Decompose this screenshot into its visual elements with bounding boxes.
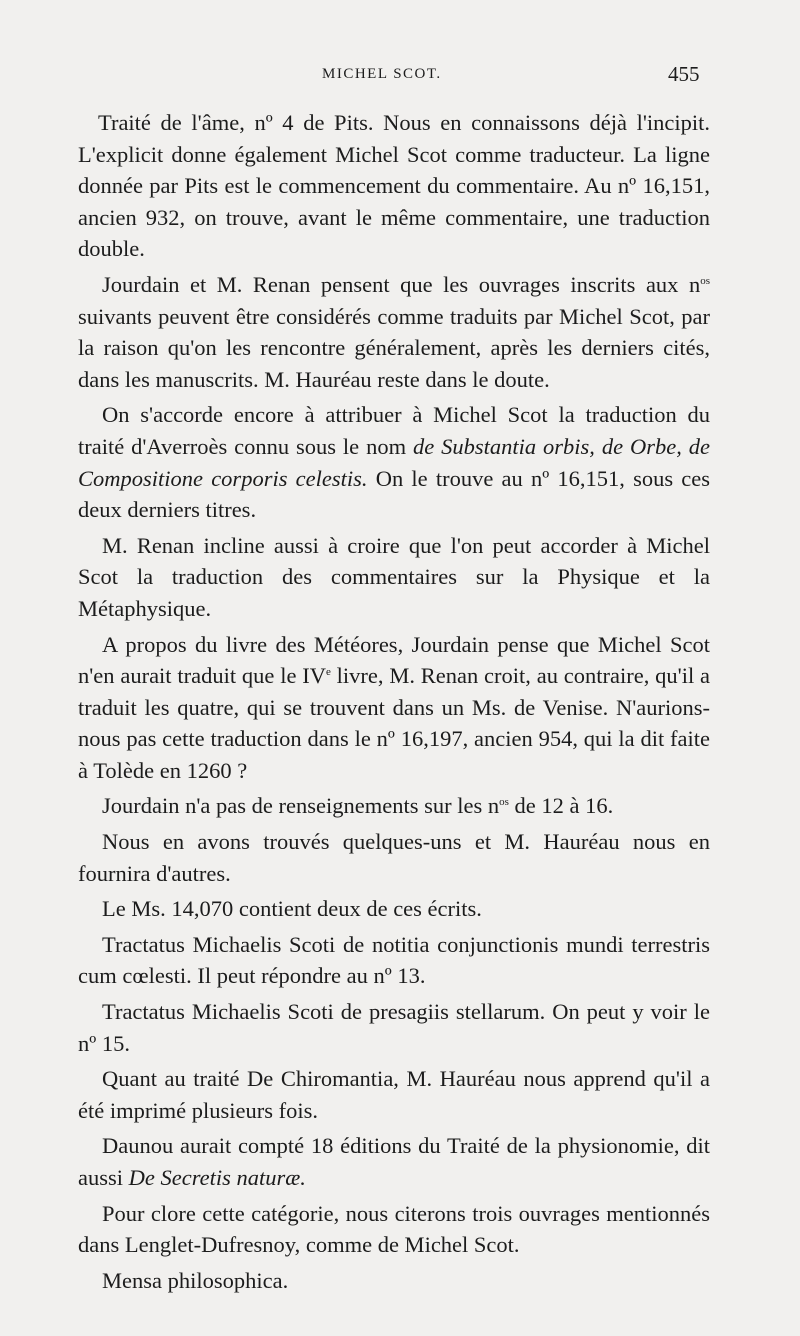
paragraph-3-text-b: On le trouve au nº 16,151, sous ces deux derniers titres. [78, 465, 711, 523]
paragraph-3-text-a: On s'accorde encore à attribuer à Michel Scot la traduction du traité d'Averroès connu sous le nom [78, 402, 710, 459]
paragraph-11: Quant au traité De Chiromantia, M. Hauréau nous apprend qu'il a été imprimé plusieurs fois. [78, 1066, 710, 1123]
paragraph-6 [78, 790, 710, 822]
paragraph-6-superscript: os [499, 796, 509, 809]
paragraph-5 [78, 629, 710, 787]
paragraph-10: Tractatus Michaelis Scoti de presagiis stellarum. On peut y voir le nº 15. [78, 999, 710, 1056]
paragraph-12 [78, 1130, 710, 1193]
paragraph-12-text-a: Daunou aurait compté 18 éditions du Traité de la physionomie, dit aussi [78, 1133, 710, 1190]
paragraph-7: Nous en avons trouvés quelques-uns et M. Hauréau nous en fournira d'autres. [78, 829, 710, 886]
paragraph-2-text-b: suivants peuvent être considérés comme traduits par Michel Scot, par la raison qu'on les rencontre généralement, après les derniers cités, dans les manuscrits. M. Hauréau reste dans le doute. [78, 303, 710, 392]
paragraph-8: Le Ms. 14,070 contient deux de ces écrits. [102, 896, 482, 922]
page-header [0, 62, 800, 92]
paragraph-5-text-b: livre, M. Renan croit, au contraire, qu'il a traduit les quatre, qui se trouvent dans un Ms. de Venise. N'aurions-nous pas cette traduction dans le nº 16,197, ancien 954, qui la dit faite à Tolède en 1260 ? [78, 663, 710, 783]
paragraph-14: Mensa philosophica. [102, 1267, 289, 1293]
paragraph-9: Tractatus Michaelis Scoti de notitia conjunctionis mundi terrestris cum cœlesti. Il peut répondre au nº 13. [78, 931, 710, 989]
body-text [78, 107, 710, 1296]
paragraph-12-italic-title: De Secretis naturæ. [128, 1165, 306, 1190]
paragraph-3-italic-title: de Substantia orbis, de Orbe, de Compositione corporis celestis. [78, 433, 710, 491]
paragraph-2-text-a: Jourdain et M. Renan pensent que les ouvrages inscrits aux n [102, 271, 701, 297]
paragraph-4: M. Renan incline aussi à croire que l'on peut accorder à Michel Scot la traduction des commentaires sur la Physique et la Métaphysique. [78, 532, 710, 621]
paragraph-6-text-a: Jourdain n'a pas de renseignements sur les n [102, 793, 500, 819]
paragraph-3 [78, 399, 710, 525]
running-head: MICHEL SCOT. [322, 66, 442, 82]
paragraph-1: Traité de l'âme, nº 4 de Pits. Nous en connaissons déjà l'incipit. L'explicit donne également Michel Scot comme traducteur. La ligne donnée par Pits est le commencement du commentaire. Au nº 16,151, ancien 932, on trouve, avant le même commentaire, une traduction double. [78, 110, 710, 262]
paragraph-5-superscript: e [325, 666, 331, 679]
paragraph-2 [78, 269, 710, 395]
paragraph-13: Pour clore cette catégorie, nous citerons trois ouvrages mentionnés dans Lenglet-Dufresnoy, comme de Michel Scot. [78, 1200, 710, 1258]
paragraph-2-superscript: os [700, 274, 710, 287]
paragraph-5-text-a: A propos du livre des Météores, Jourdain pense que Michel Scot n'en aurait traduit que le IV [78, 631, 710, 689]
page-number: 455 [668, 62, 700, 86]
paragraph-6-text-b: de 12 à 16. [508, 793, 614, 819]
